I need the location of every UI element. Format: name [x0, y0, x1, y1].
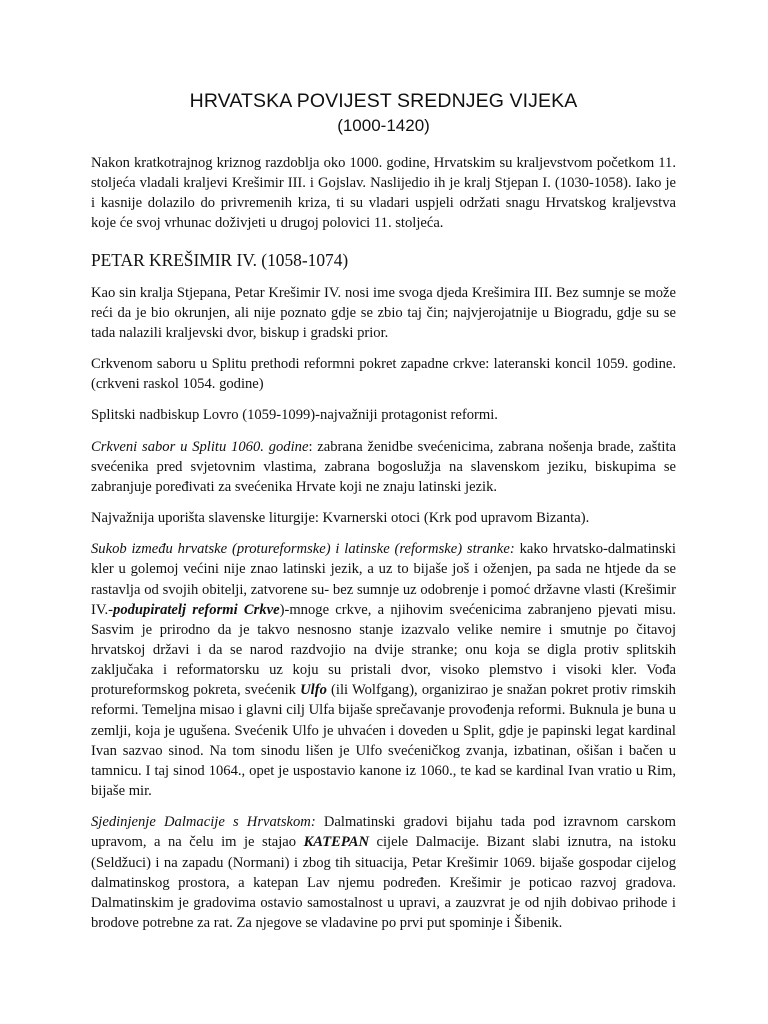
- paragraph-reform-movement: Crkvenom saboru u Splitu prethodi reformni pokret zapadne crkve: lateranski koncil 1059. godine. (crkveni raskol 1054. godine): [91, 356, 676, 393]
- conflict-emphasis-ulfo: Ulfo: [300, 682, 327, 699]
- conflict-emphasis-reform: podupiratelj reformi Crkve: [113, 601, 280, 618]
- dalmatia-text-a: Dalmatinski gradovi bijahu tada pod izravnom carskom upravom, a na čelu im je stajao: [91, 814, 676, 851]
- paragraph-conflict: [91, 539, 676, 801]
- dalmatia-lead: Sjedinjenje Dalmacije s Hrvatskom:: [91, 814, 316, 831]
- document-subtitle: (1000-1420): [337, 116, 430, 135]
- split-council-text: : zabrana ženidbe svećenicima, zabrana nošenja brade, zaštita svećenika pred svjetovnim vlastima, zabrana bogoslužja na slavenskom jeziku, biskupima se zabranjuje poređivati za svećenika Hrvate koji ne znaju latinski jezik.: [91, 438, 676, 495]
- paragraph-slavic-liturgy: Najvažnija uporišta slavenske liturgije: Kvarnerski otoci (Krk pod upravom Bizanta).: [91, 510, 590, 527]
- paragraph-coronation: Kao sin kralja Stjepana, Petar Krešimir IV. nosi ime svoga djeda Krešimira III. Bez sumnje se može reći da je bio okrunjen, ali nije poznato gdje se zbio taj čin; najvjerojatnije u Biogradu, gdje su se tada nalazili kraljevski dvor, biskup i gradski prior.: [91, 284, 676, 341]
- split-council-lead: Crkveni sabor u Splitu 1060. godine: [91, 438, 309, 455]
- paragraph-dalmatia-union: [91, 812, 676, 933]
- intro-paragraph: Nakon kratkotrajnog kriznog razdoblja oko 1000. godine, Hrvatskim su kraljevstvom početkom 11. stoljeća vladali kraljevi Krešimir III. i Gojslav. Naslijedio ih je kralj Stjepan I. (1030-1058). Iako je i kasnije dolazilo do privremenih kriza, ti su vladari uspjeli održati snagu Hrvatskog kraljevstva koje će svoj vrhunac doživjeti u drugoj polovici 11. stoljeća.: [91, 155, 676, 232]
- conflict-text-a: kako hrvatsko-dalmatinski kler u golemoj većini nije znao latinski jezik, a uz to bijaše još i oženjen, pa sada ne htjede da se rastavlja od svojih obitelji, zatvorene su- bez sumnje uz odobrenje i pomoć državne vlasti (Krešimir IV.-: [91, 541, 676, 618]
- dalmatia-text-b: cijele Dalmacije. Bizant slabi iznutra, na istoku (Seldžuci) i na zapadu (Normani) i zbog tih situacija, Petar Krešimir 1069. bijaše gospodar cijelog dalmatinskog prostora, a katepan Lav njemu podređen. Krešimir je poticao razvoj gradova. Dalmatinskim je gradovima ostavio samostalnost u upravi, a zauzvrat je od njih dobivao prihode i brodove potrebne za rat. Za njegove se vladavine po prvi put spominje i Šibenik.: [91, 834, 676, 931]
- conflict-text-b: )-mnoge crkve, a njihovim svećenicima zabranjeno pjevati misu. Sasvim je prirodno da je takvo nesnosno stanje izazvalo velike nemire i smutnje po čitavoj hrvatskoj državi i da se narod razdvojio na dvije stranke; onu koja se digla protiv splitskih zaključaka i reformatorsku uz koju su pristali dvor, visoko plemstvo i visoki kler. Vođa protureformskog pokreta, svećenik: [91, 601, 677, 699]
- conflict-text-c: (ili Wolfgang), organizirao je snažan pokret protiv rimskih reformi. Temeljna misao i glavni cilj Ulfa bijaše sprečavanje provođenja reformi. Buknula je buna u zemlji, koja je ugušena. Svećenik Ulfo je uhvaćen i doveden u Split, gdje je papinski legat kardinal Ivan sazvao sinod. Na tom sinodu lišen je Ulfo svećeničkog zvanja, izbatinan, ošišan i bačen u tamnicu. I taj sinod 1064., opet je uspostavio kanone iz 1060., te kad se kardinal Ivan vratio u Rim, bijaše mir.: [91, 682, 676, 800]
- section-heading: PETAR KREŠIMIR IV. (1058-1074): [91, 249, 349, 270]
- conflict-lead: Sukob između hrvatske (protureformske) i latinske (reformske) stranke:: [91, 541, 515, 558]
- document-body: [91, 153, 676, 944]
- document-title: HRVATSKA POVIJEST SREDNJEG VIJEKA: [189, 90, 578, 112]
- paragraph-archbishop-lovro: Splitski nadbiskup Lovro (1059-1099)-najvažniji protagonist reformi.: [91, 407, 498, 424]
- dalmatia-emphasis-katepan: KATEPAN: [303, 834, 369, 851]
- paragraph-split-council: [91, 437, 676, 497]
